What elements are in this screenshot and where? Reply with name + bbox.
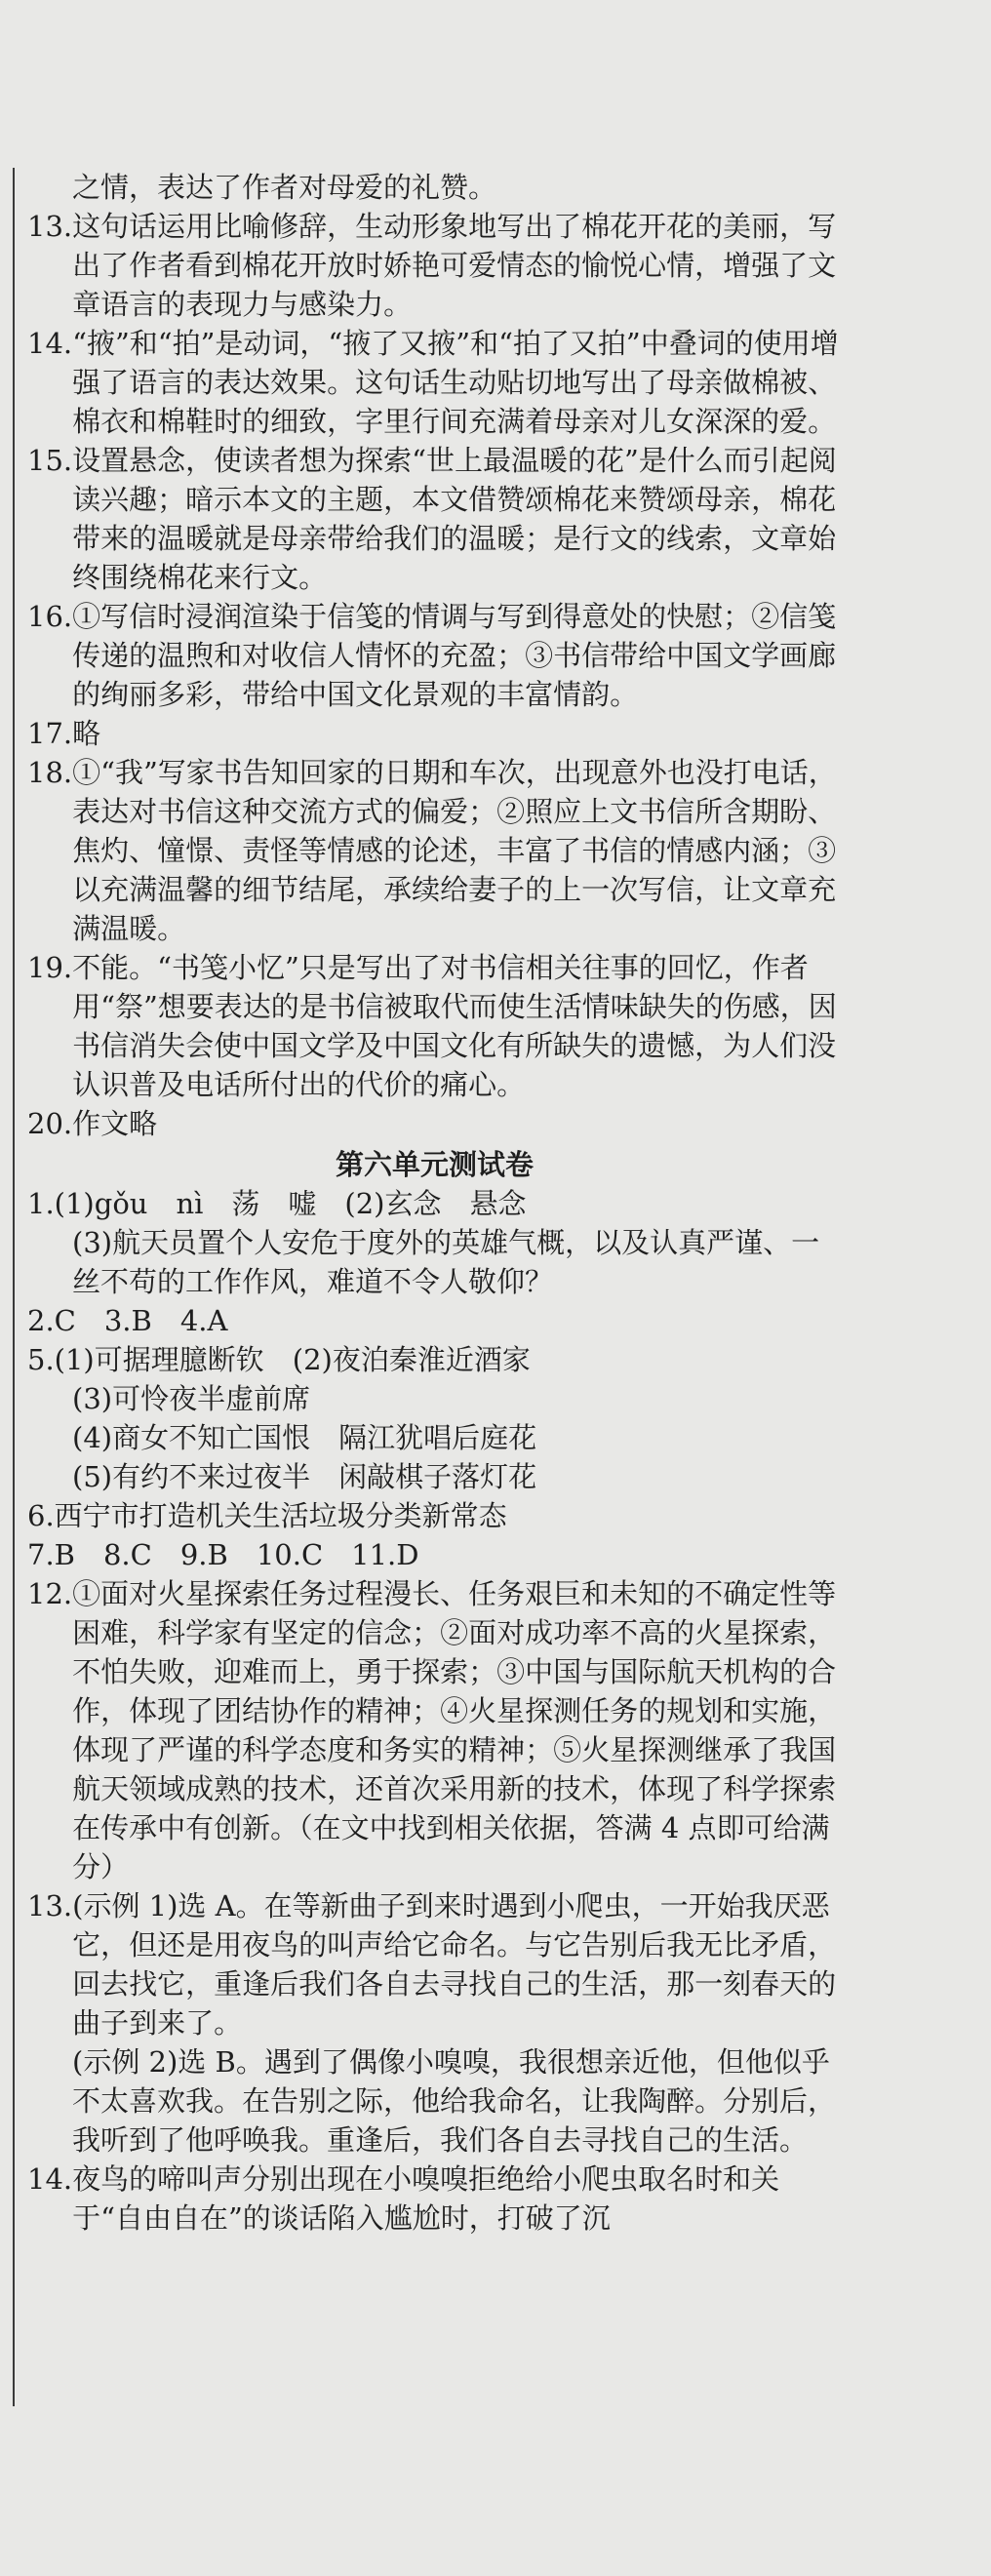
answer-text: 夜鸟的啼叫声分别出现在小嗅嗅拒绝给小爬虫取名时和关于“自由自在”的谈话陷入尴尬时，打破了沉 (72, 2162, 780, 2235)
answer-text: 略 (72, 717, 101, 750)
answer-text: 之情，表达了作者对母爱的礼赞。 (72, 171, 497, 204)
answer-item (27, 1535, 842, 1574)
answer-text: C 3.B 4.A (54, 1304, 228, 1337)
answer-item (27, 441, 842, 597)
answer-number: 5. (27, 1343, 55, 1376)
answer-item (27, 597, 842, 714)
answer-text: B 8.C 9.B 10.C 11.D (54, 1538, 419, 1571)
answer-text: ①面对火星探索任务过程漫长、任务艰巨和未知的不确定性等困难，科学家有坚定的信念；②面对成功率不高的火星探索，不怕失败，迎难而上，勇于探索；③中国与国际航天机构的合作，体现了团结协作的精神；④火星探测任务的规划和实施，体现了严谨的科学态度和务实的精神；⑤火星探测继承了我国航天领域成熟的技术，还首次采用新的技术，体现了科学探索在传承中有创新。（在文中找到相关依据，答满 4 点即可给满分） (72, 1577, 837, 1883)
answer-number: 14. (27, 327, 73, 360)
answer-text: 西宁市打造机关生活垃圾分类新常态 (54, 1499, 507, 1532)
answer-item (27, 1301, 842, 1340)
answer-text: ①写信时浸润渲染于信笺的情调与写到得意处的快慰；②信笺传递的温煦和对收信人情怀的充盈；③书信带给中国文学画廊的绚丽多彩，带给中国文化景观的丰富情韵。 (72, 600, 837, 711)
answer-item (27, 2160, 842, 2238)
answer-text: (3)航天员置个人安危于度外的英雄气概，以及认真严谨、一丝不苟的工作作风，难道不令人敬仰？ (72, 1226, 820, 1298)
answer-item (27, 753, 842, 948)
answer-item (27, 1886, 842, 2042)
answer-item (27, 1104, 842, 1143)
answer-item (27, 324, 842, 441)
answer-item (27, 1184, 842, 1223)
margin-rule (13, 168, 15, 2406)
answer-text: 这句话运用比喻修辞，生动形象地写出了棉花开花的美丽，写出了作者看到棉花开放时娇艳可爱情态的愉悦心情，增强了文章语言的表现力与感染力。 (72, 210, 837, 321)
answer-item (27, 1574, 842, 1886)
answer-item (27, 2042, 842, 2160)
answer-number: 18. (27, 756, 73, 789)
answer-item (27, 1457, 842, 1496)
answer-number: 7. (27, 1538, 55, 1571)
answer-text: 设置悬念，使读者想为探索“世上最温暖的花”是什么而引起阅读兴趣；暗示本文的主题，本文借赞颂棉花来赞颂母亲，棉花带来的温暖就是母亲带给我们的温暖；是行文的线索，文章始终围绕棉花来行文。 (72, 444, 837, 594)
answer-number: 19. (27, 951, 73, 984)
answer-text: 作文略 (72, 1107, 158, 1140)
answer-text: (5)有约不来过夜半 闲敲棋子落灯花 (72, 1460, 537, 1493)
answer-item (27, 1379, 842, 1418)
answer-list (27, 168, 842, 1143)
answer-text: ①“我”写家书告知回家的日期和车次，出现意外也没打电话，表达对书信这种交流方式的偏爱；②照应上文书信所含期盼、焦灼、憧憬、责怪等情感的论述，丰富了书信的情感内涵；③以充满温馨的细节结尾，承续给妻子的上一次写信，让文章充满温暖。 (72, 756, 837, 945)
answer-item (27, 1418, 842, 1457)
answer-number: 17. (27, 717, 73, 750)
answer-number: 13. (27, 1889, 73, 1922)
answer-text: (4)商女不知亡国恨 隔江犹唱后庭花 (72, 1421, 537, 1454)
answer-text: 不能。“书笺小忆”只是写出了对书信相关往事的回忆，作者用“祭”想要表达的是书信被取代而使生活情味缺失的伤感，因书信消失会使中国文学及中国文化有所缺失的遗憾，为人们没认识普及电话所付出的代价的痛心。 (72, 951, 837, 1101)
answer-text: “掖”和“拍”是动词，“掖了又掖”和“拍了又拍”中叠词的使用增强了语言的表达效果。这句话生动贴切地写出了母亲做棉被、棉衣和棉鞋时的细致，字里行间充满着母亲对儿女深深的爱。 (72, 327, 839, 438)
answer-text: (示例 2)选 B。遇到了偶像小嗅嗅，我很想亲近他，但他似乎不太喜欢我。在告别之际，他给我命名，让我陶醉。分别后，我听到了他呼唤我。重逢后，我们各自去寻找自己的生活。 (72, 2045, 837, 2157)
answer-text: (3)可怜夜半虚前席 (72, 1382, 311, 1415)
answer-text: (1)可据理臆断钦 (2)夜泊秦淮近酒家 (54, 1343, 531, 1376)
answer-number: 20. (27, 1107, 73, 1140)
section-heading: 第六单元测试卷 (335, 1148, 534, 1181)
answer-list-unit6 (27, 1184, 842, 2238)
answer-number: 2. (27, 1304, 55, 1337)
answer-item (27, 168, 842, 207)
answer-content (27, 168, 842, 2238)
answer-text: (1)gǒu nì 荡 嘘 (2)玄念 悬念 (54, 1187, 527, 1220)
answer-item (27, 714, 842, 753)
answer-number: 6. (27, 1499, 55, 1532)
answer-item (27, 1496, 842, 1535)
answer-item (27, 1340, 842, 1379)
answer-text: (示例 1)选 A。在等新曲子到来时遇到小爬虫，一开始我厌恶它，但还是用夜鸟的叫声给它命名。与它告别后我无比矛盾，回去找它，重逢后我们各自去寻找自己的生活，那一刻春天的曲子到来了。 (72, 1889, 837, 2040)
answer-number: 14. (27, 2162, 73, 2196)
answer-number: 1. (27, 1187, 55, 1220)
answer-item (27, 948, 842, 1104)
answer-number: 15. (27, 444, 73, 477)
answer-number: 12. (27, 1577, 73, 1610)
answer-item (27, 207, 842, 324)
answer-item (27, 1223, 842, 1301)
answer-number: 13. (27, 210, 73, 243)
answer-number: 16. (27, 600, 73, 633)
